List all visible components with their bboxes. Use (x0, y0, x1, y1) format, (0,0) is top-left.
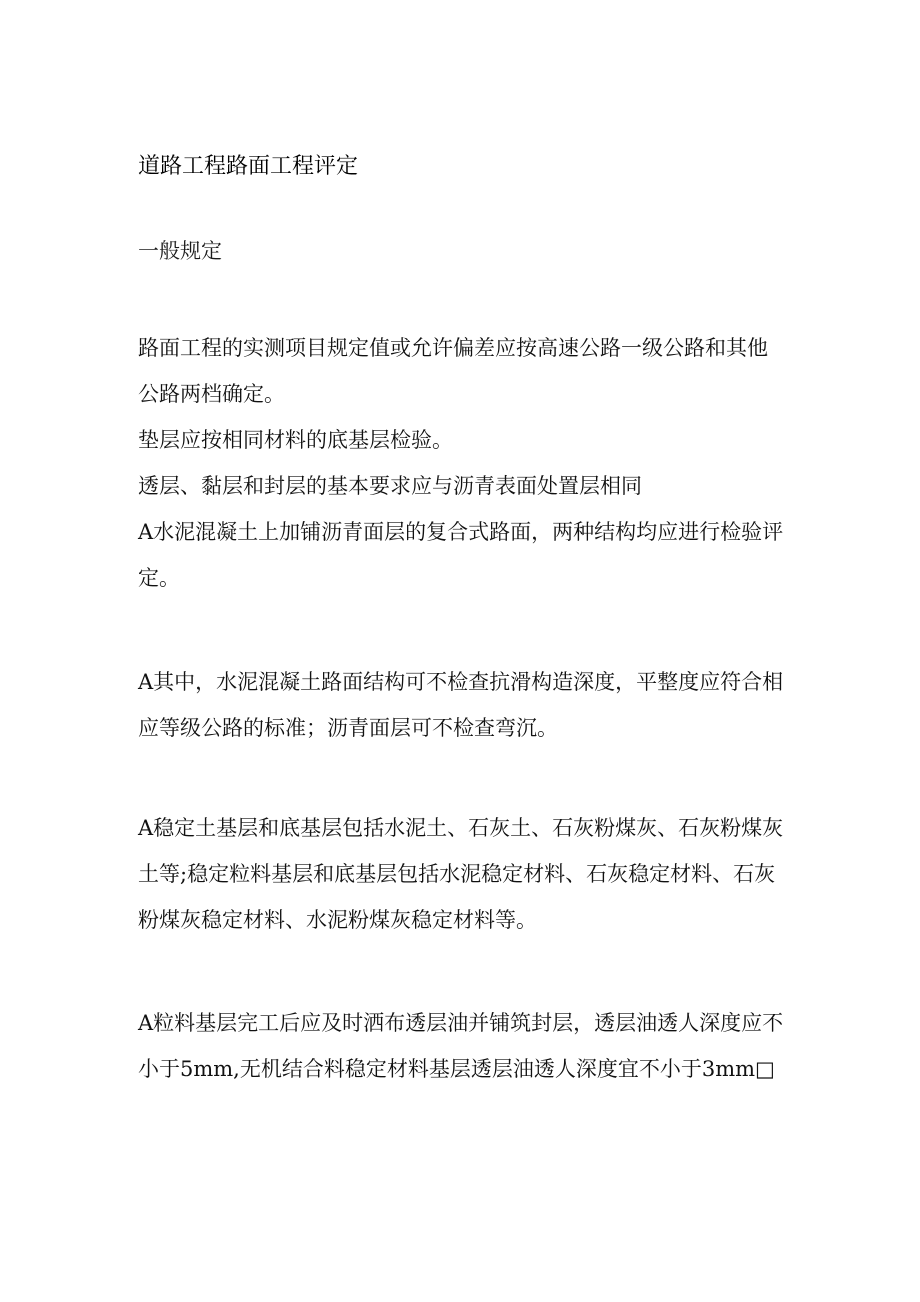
paragraph: A其中，水泥混凝土路面结构可不检查抗滑构造深度，平整度应符合相应等级公路的标准；沥青面层可不检查弯沉。 (138, 670, 784, 740)
paragraph: 透层、黏层和封层的基本要求应与沥青表面处置层相同 (138, 474, 642, 498)
document-title: 道路工程路面工程评定 (138, 154, 359, 179)
paragraph: A稳定土基层和底基层包括水泥土、石灰土、石灰粉煤灰、石灰粉煤灰土等;稳定粒料基层和底基层包括水泥稳定材料、石灰稳定材料、石灰粉煤灰稳定材料、水泥粉煤灰稳定材料等。 (138, 816, 784, 932)
paragraph: A水泥混凝土上加铺沥青面层的复合式路面，两种结构均应进行检验评定。 (138, 520, 784, 590)
paragraph: 路面工程的实测项目规定值或允许偏差应按高速公路一级公路和其他公路两档确定。 (138, 336, 768, 406)
paragraph: A粒料基层完工后应及时洒布透层油并铺筑封层，透层油透人深度应不小于5mm,无机结合料稳定材料基层透层油透人深度宜不小于3mm□ (138, 1011, 784, 1081)
paragraph: 垫层应按相同材料的底基层检验。 (138, 428, 453, 452)
section-heading: 一般规定 (138, 239, 222, 263)
